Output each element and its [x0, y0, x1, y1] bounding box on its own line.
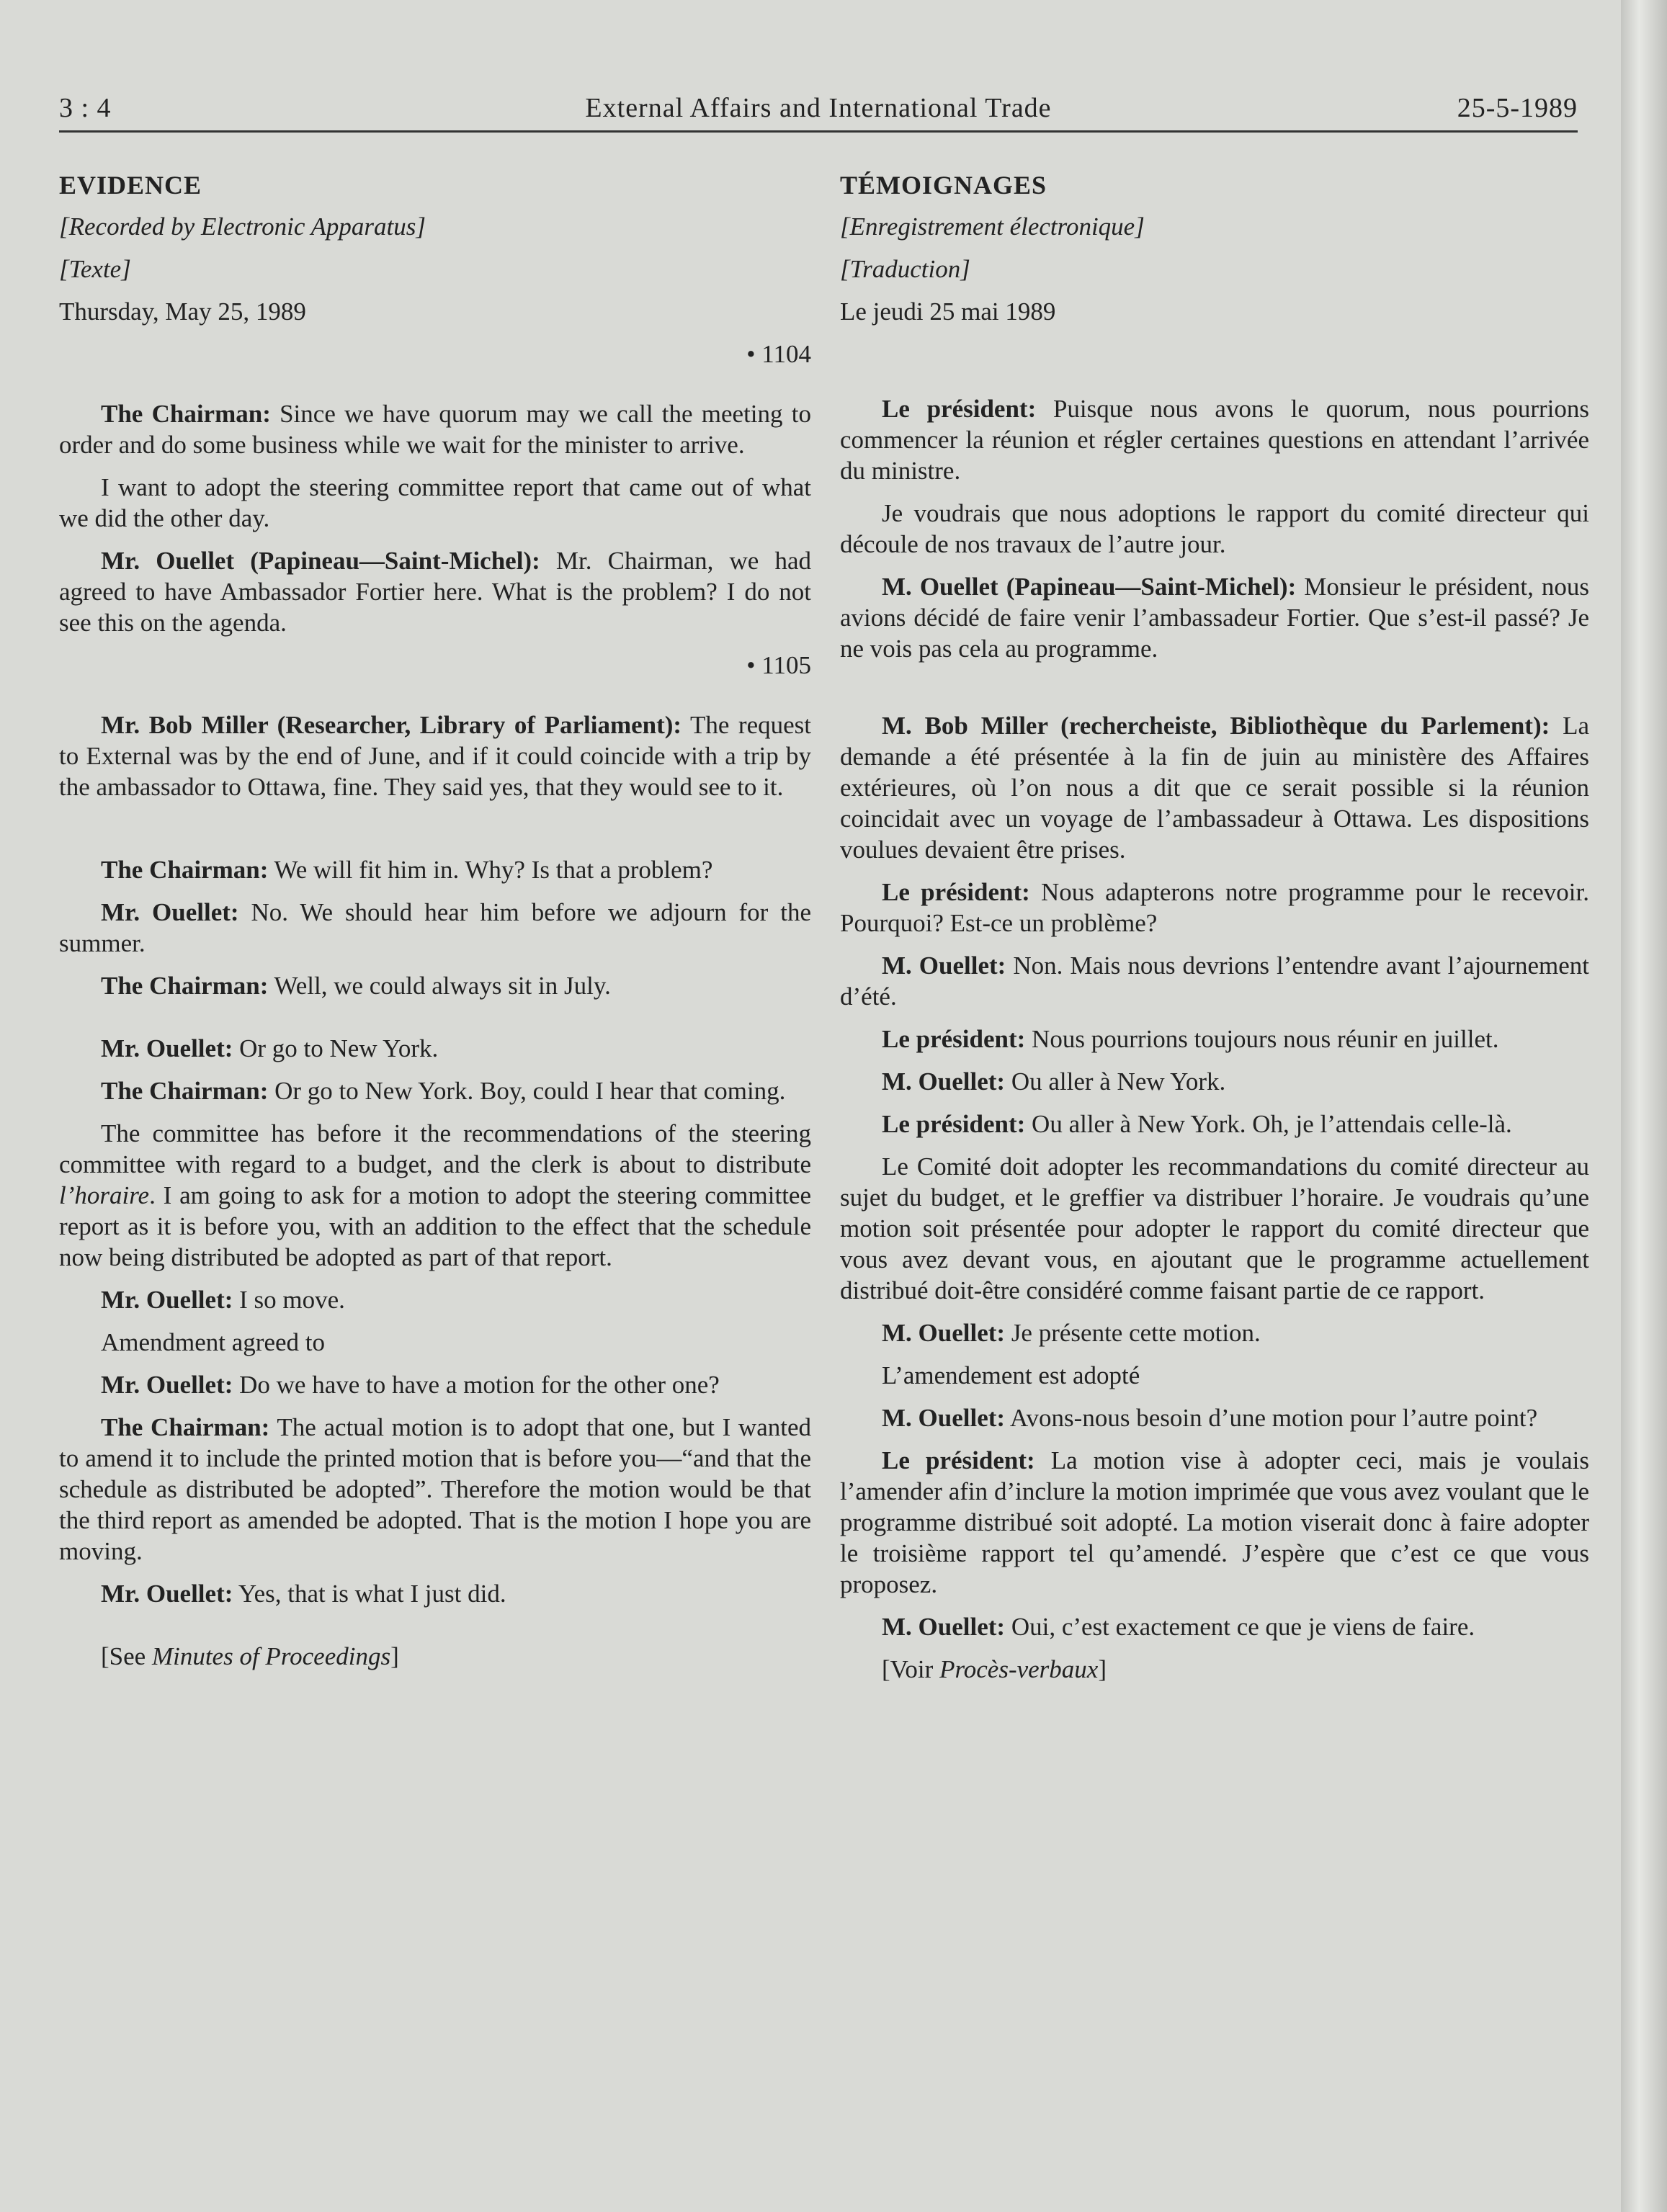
section-heading: TÉMOIGNAGES	[840, 171, 1047, 200]
paragraph: M. Ouellet: Ou aller à New York.	[882, 1067, 1226, 1096]
sitting-date: Le jeudi 25 mai 1989	[840, 297, 1056, 326]
paragraph: M. Bob Miller (rechercheiste, Bibliothèque du Parlement): La demande a été présentée à la fin de juin au ministère des Affaires extérieures, où l’on nous a dit que ce serait possible si la réunion coincidait avec un voyage de l’ambassadeur à Ottawa. Les dispositions voulues devaient être prises.	[840, 712, 1589, 864]
language-note: [Texte]	[59, 255, 131, 283]
paragraph: Le président: La motion vise à adopter ceci, mais je voulais l’amender afin d’inclure la motion imprimée que vous avez voulant que le programme distribué soit adopté. La motion viserait donc à faire adopter le troisième rapport tel qu’amendé. J’espère que c’est ce que vous proposez.	[840, 1446, 1589, 1598]
paragraph: The Chairman: The actual motion is to adopt that one, but I wanted to amend it to include the printed motion that is before you—“and that the schedule as distributed be adopted”. Therefore the motion would be that the third report as amended be adopted. That is the motion I hope you are moving.	[59, 1413, 811, 1565]
paragraph: The Chairman: Since we have quorum may we call the meeting to order and do some business while we wait for the minister to arrive.	[59, 400, 811, 459]
paragraph: Mr. Bob Miller (Researcher, Library of Parliament): The request to External was by the end of June, and if it could coincide with a trip by the ambassador to Ottawa, fine. They said yes, that they would see to it.	[59, 711, 811, 801]
cross-reference: [See Minutes of Proceedings]	[101, 1642, 399, 1670]
language-note: [Traduction]	[840, 255, 970, 283]
paragraph: Le président: Nous pourrions toujours nous réunir en juillet.	[882, 1025, 1499, 1053]
paragraph: M. Ouellet: Non. Mais nous devrions l’entendre avant l’ajournement d’été.	[840, 951, 1589, 1011]
cross-reference: [Voir Procès-verbaux]	[882, 1655, 1107, 1683]
english-column	[59, 170, 811, 1683]
paragraph: The committee has before it the recommendations of the steering committee with regard to a budget, and the clerk is about to distribute l’horaire. I am going to ask for a motion to adopt the steering committee report as it is before you, with an addition to the effect that the schedule now being distributed be adopted as part of that report.	[59, 1119, 811, 1271]
paragraph: The Chairman: Well, we could always sit in July.	[101, 972, 611, 1000]
paragraph: Le Comité doit adopter les recommandations du comité directeur au sujet du budget, et le greffier va distribuer l’horaire. Je voudrais qu’une motion soit présentée pour adopter le rapport du comité directeur que vous avez devant vous, en ajoutant que le programme actuellement distribué doit-être considéré comme faisant partie de ce rapport.	[840, 1152, 1589, 1304]
paragraph: Mr. Ouellet: I so move.	[101, 1286, 345, 1314]
sitting-date: Thursday, May 25, 1989	[59, 297, 306, 326]
recording-note: [Recorded by Electronic Apparatus]	[59, 212, 426, 241]
time-stamp: • 1104	[746, 340, 811, 368]
section-heading: EVIDENCE	[59, 171, 202, 200]
paragraph: I want to adopt the steering committee report that came out of what we did the other day.	[59, 473, 811, 532]
paragraph: M. Ouellet (Papineau—Saint-Michel): Monsieur le président, nous avions décidé de faire venir l’ambassadeur Fortier. Que s’est-il passé? Je ne vois pas cela au programme.	[840, 573, 1589, 663]
header-rule	[59, 130, 1578, 133]
paragraph: Mr. Ouellet: Do we have to have a motion for the other one?	[101, 1371, 720, 1399]
paragraph: M. Ouellet: Avons-nous besoin d’une motion pour l’autre point?	[882, 1404, 1538, 1432]
recording-note: [Enregistrement électronique]	[840, 212, 1145, 241]
paragraph: M. Ouellet: Je présente cette motion.	[882, 1319, 1261, 1347]
paragraph: Mr. Ouellet: No. We should hear him before we adjourn for the summer.	[59, 898, 812, 957]
paragraph: Le président: Ou aller à New York. Oh, je l’attendais celle-là.	[882, 1110, 1512, 1138]
publication-title: External Affairs and International Trade	[585, 93, 1052, 123]
paragraph: The Chairman: We will fit him in. Why? Is that a problem?	[101, 856, 713, 884]
paragraph: L’amendement est adopté	[882, 1361, 1140, 1389]
page-edge	[1621, 0, 1667, 2212]
paragraph: Mr. Ouellet: Yes, that is what I just did.	[101, 1580, 506, 1608]
paragraph: Le président: Puisque nous avons le quorum, nous pourrions commencer la réunion et régler certaines questions en attendant l’arrivée du ministre.	[840, 395, 1589, 485]
paragraph: M. Ouellet: Oui, c’est exactement ce que je viens de faire.	[882, 1613, 1475, 1641]
paragraph: Mr. Ouellet (Papineau—Saint-Michel): Mr. Chairman, we had agreed to have Ambassador Fortier here. What is the problem? I do not see this on the agenda.	[59, 547, 811, 637]
paragraph: Mr. Ouellet: Or go to New York.	[101, 1034, 439, 1062]
paragraph: The Chairman: Or go to New York. Boy, could I hear that coming.	[101, 1077, 786, 1105]
paragraph: Amendment agreed to	[101, 1328, 326, 1356]
running-header	[59, 92, 1578, 133]
time-stamp: • 1105	[746, 651, 811, 679]
header-date: 25-5-1989	[1457, 93, 1578, 123]
paragraph: Le président: Nous adapterons notre programme pour le recevoir. Pourquoi? Est-ce un problème?	[840, 878, 1589, 937]
paragraph: Je voudrais que nous adoptions le rapport du comité directeur qui découle de nos travaux de l’autre jour.	[840, 499, 1589, 558]
french-column	[840, 170, 1589, 1696]
page-number: 3 : 4	[59, 93, 112, 123]
